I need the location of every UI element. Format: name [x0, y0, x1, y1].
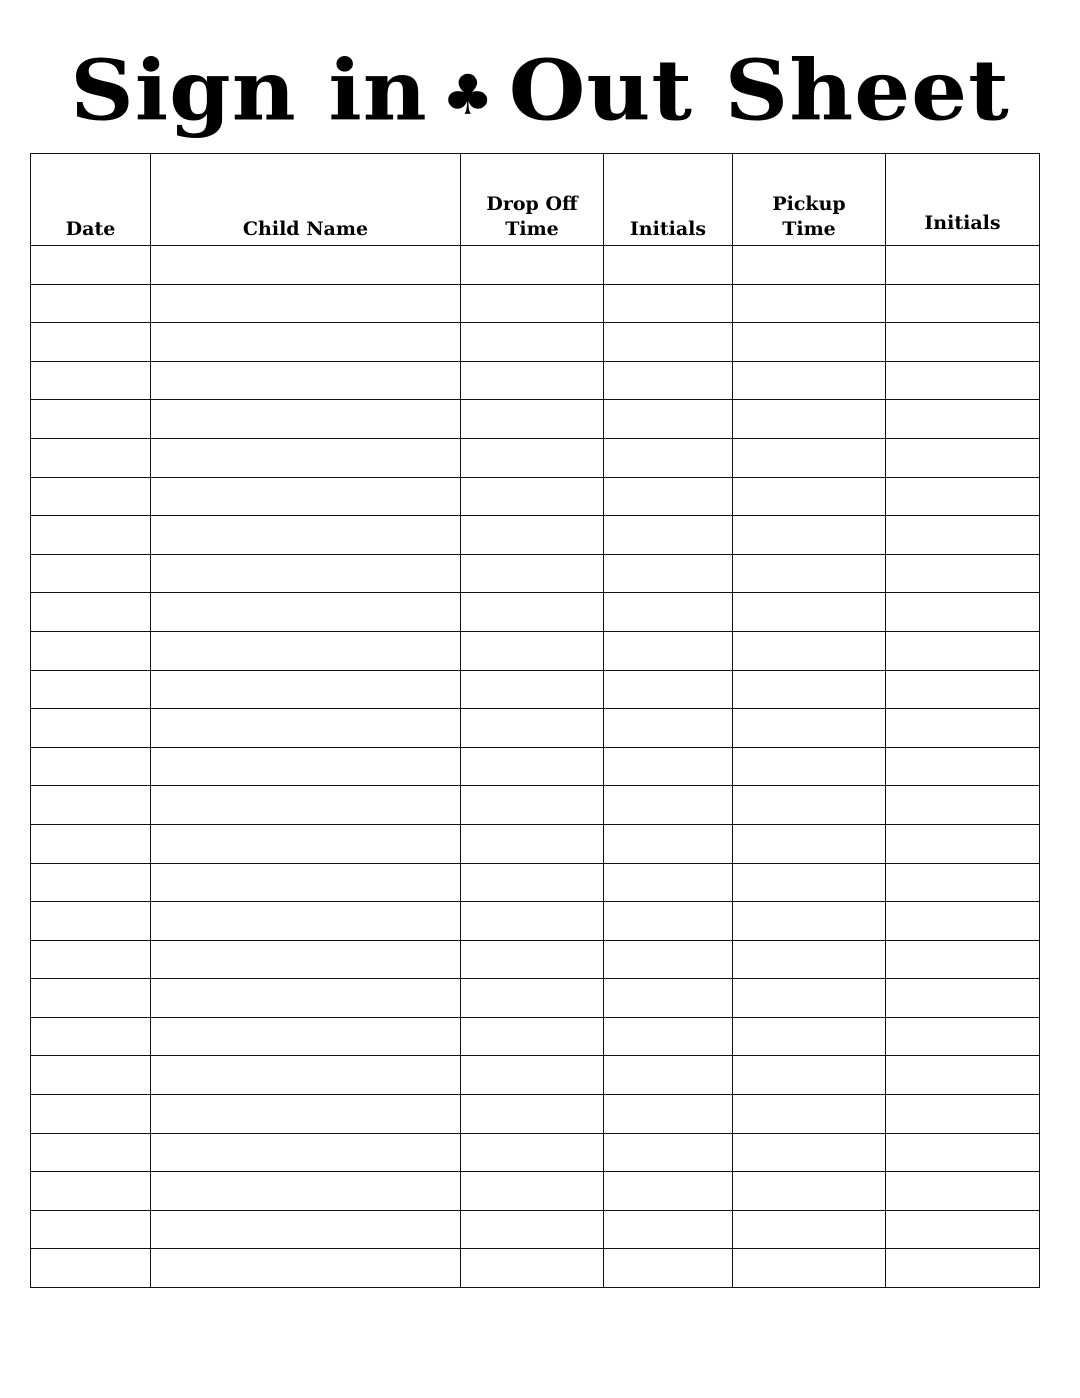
- column-header-initials-pickup: Initials: [886, 154, 1040, 246]
- child-name-cell[interactable]: [151, 1249, 461, 1288]
- child-name-cell[interactable]: [151, 863, 461, 902]
- pickup-initials-cell[interactable]: [886, 940, 1040, 979]
- table-row: [31, 670, 1040, 709]
- date-cell[interactable]: [31, 670, 151, 709]
- dropoff-initials-cell[interactable]: [604, 863, 733, 902]
- drop-off-time-cell[interactable]: [461, 1133, 604, 1172]
- child-name-cell[interactable]: [151, 246, 461, 285]
- drop-off-time-cell[interactable]: [461, 747, 604, 786]
- pickup-initials-cell[interactable]: [886, 902, 1040, 941]
- dropoff-initials-cell[interactable]: [604, 940, 733, 979]
- pickup-time-cell[interactable]: [733, 554, 886, 593]
- table-row: [31, 863, 1040, 902]
- table-row: [31, 400, 1040, 439]
- column-header-date: Date: [31, 154, 151, 246]
- date-cell[interactable]: [31, 1249, 151, 1288]
- child-name-cell[interactable]: [151, 747, 461, 786]
- child-name-cell[interactable]: [151, 1133, 461, 1172]
- table-row: [31, 940, 1040, 979]
- dropoff-initials-cell[interactable]: [604, 1172, 733, 1211]
- pickup-initials-cell[interactable]: [886, 979, 1040, 1018]
- table-row: [31, 1017, 1040, 1056]
- pickup-time-cell[interactable]: [733, 631, 886, 670]
- child-name-cell[interactable]: [151, 516, 461, 555]
- table-row: [31, 1095, 1040, 1134]
- pickup-time-cell[interactable]: [733, 1210, 886, 1249]
- table-row: [31, 516, 1040, 555]
- pickup-initials-cell[interactable]: [886, 400, 1040, 439]
- column-header-pickup-time: Pickup Time: [733, 154, 886, 246]
- pickup-time-cell[interactable]: [733, 1017, 886, 1056]
- dropoff-initials-cell[interactable]: [604, 284, 733, 323]
- dropoff-initials-cell[interactable]: [604, 747, 733, 786]
- table-row: [31, 1056, 1040, 1095]
- pickup-initials-cell[interactable]: [886, 1133, 1040, 1172]
- date-cell[interactable]: [31, 438, 151, 477]
- date-cell[interactable]: [31, 593, 151, 632]
- table-row: [31, 824, 1040, 863]
- dropoff-initials-cell[interactable]: [604, 361, 733, 400]
- drop-off-time-cell[interactable]: [461, 863, 604, 902]
- dropoff-initials-cell[interactable]: [604, 1017, 733, 1056]
- child-name-cell[interactable]: [151, 284, 461, 323]
- drop-off-time-cell[interactable]: [461, 1056, 604, 1095]
- drop-off-time-cell[interactable]: [461, 824, 604, 863]
- sign-in-out-table: [30, 153, 1040, 1288]
- drop-off-time-cell[interactable]: [461, 979, 604, 1018]
- child-name-cell[interactable]: [151, 554, 461, 593]
- table-row: [31, 1133, 1040, 1172]
- dropoff-initials-cell[interactable]: [604, 438, 733, 477]
- dropoff-initials-cell[interactable]: [604, 631, 733, 670]
- dropoff-initials-cell[interactable]: [604, 709, 733, 748]
- table-row: [31, 246, 1040, 285]
- pickup-initials-cell[interactable]: [886, 246, 1040, 285]
- pickup-initials-cell[interactable]: [886, 1017, 1040, 1056]
- date-cell[interactable]: [31, 709, 151, 748]
- pickup-initials-cell[interactable]: [886, 631, 1040, 670]
- date-cell[interactable]: [31, 631, 151, 670]
- date-cell[interactable]: [31, 361, 151, 400]
- table-row: [31, 477, 1040, 516]
- pickup-time-cell[interactable]: [733, 438, 886, 477]
- table-row: [31, 902, 1040, 941]
- dropoff-initials-cell[interactable]: [604, 477, 733, 516]
- column-header-child-name: Child Name: [151, 154, 461, 246]
- dropoff-initials-cell[interactable]: [604, 323, 733, 362]
- pickup-initials-cell[interactable]: [886, 554, 1040, 593]
- pickup-initials-cell[interactable]: [886, 786, 1040, 825]
- pickup-time-cell[interactable]: [733, 670, 886, 709]
- pickup-time-cell[interactable]: [733, 1056, 886, 1095]
- dropoff-initials-cell[interactable]: [604, 1095, 733, 1134]
- child-name-cell[interactable]: [151, 323, 461, 362]
- child-name-cell[interactable]: [151, 400, 461, 439]
- dropoff-initials-cell[interactable]: [604, 902, 733, 941]
- pickup-initials-cell[interactable]: [886, 1056, 1040, 1095]
- pickup-initials-cell[interactable]: [886, 1172, 1040, 1211]
- child-name-cell[interactable]: [151, 1172, 461, 1211]
- child-name-cell[interactable]: [151, 1017, 461, 1056]
- child-name-cell[interactable]: [151, 940, 461, 979]
- pickup-initials-cell[interactable]: [886, 1249, 1040, 1288]
- pickup-time-cell[interactable]: [733, 1095, 886, 1134]
- dropoff-initials-cell[interactable]: [604, 670, 733, 709]
- table-row: [31, 786, 1040, 825]
- child-name-cell[interactable]: [151, 438, 461, 477]
- child-name-cell[interactable]: [151, 1056, 461, 1095]
- table-row: [31, 361, 1040, 400]
- pickup-time-cell[interactable]: [733, 824, 886, 863]
- date-cell[interactable]: [31, 747, 151, 786]
- table-row: [31, 1210, 1040, 1249]
- pickup-initials-cell[interactable]: [886, 361, 1040, 400]
- child-name-cell[interactable]: [151, 979, 461, 1018]
- drop-off-time-cell[interactable]: [461, 786, 604, 825]
- pickup-time-cell[interactable]: [733, 323, 886, 362]
- pickup-time-cell[interactable]: [733, 940, 886, 979]
- pickup-initials-cell[interactable]: [886, 438, 1040, 477]
- drop-off-time-cell[interactable]: [461, 1210, 604, 1249]
- date-cell[interactable]: [31, 786, 151, 825]
- title-text-out-sheet: Out Sheet: [508, 40, 1010, 140]
- drop-off-time-cell[interactable]: [461, 246, 604, 285]
- dropoff-initials-cell[interactable]: [604, 824, 733, 863]
- drop-off-time-cell[interactable]: [461, 516, 604, 555]
- table-row: [31, 979, 1040, 1018]
- dropoff-initials-cell[interactable]: [604, 554, 733, 593]
- child-name-cell[interactable]: [151, 902, 461, 941]
- date-cell[interactable]: [31, 1095, 151, 1134]
- dropoff-initials-cell[interactable]: [604, 979, 733, 1018]
- date-cell[interactable]: [31, 979, 151, 1018]
- pickup-time-cell[interactable]: [733, 863, 886, 902]
- dropoff-initials-cell[interactable]: [604, 400, 733, 439]
- drop-off-time-cell[interactable]: [461, 670, 604, 709]
- pickup-time-cell[interactable]: [733, 747, 886, 786]
- date-cell[interactable]: [31, 1210, 151, 1249]
- date-cell[interactable]: [31, 477, 151, 516]
- drop-off-time-cell[interactable]: [461, 323, 604, 362]
- title-text-sign-in: Sign in: [70, 40, 428, 140]
- pickup-time-cell[interactable]: [733, 400, 886, 439]
- drop-off-time-cell[interactable]: [461, 400, 604, 439]
- pickup-time-cell[interactable]: [733, 1133, 886, 1172]
- table-row: [31, 747, 1040, 786]
- child-name-cell[interactable]: [151, 477, 461, 516]
- drop-off-time-cell[interactable]: [461, 940, 604, 979]
- date-cell[interactable]: [31, 824, 151, 863]
- club-icon: ♣: [441, 62, 495, 128]
- dropoff-initials-cell[interactable]: [604, 1056, 733, 1095]
- date-cell[interactable]: [31, 863, 151, 902]
- column-header-initials-dropoff: Initials: [604, 154, 733, 246]
- pickup-initials-cell[interactable]: [886, 1210, 1040, 1249]
- page-title: [0, 40, 1080, 140]
- date-cell[interactable]: [31, 1133, 151, 1172]
- pickup-initials-cell[interactable]: [886, 670, 1040, 709]
- pickup-time-cell[interactable]: [733, 477, 886, 516]
- dropoff-initials-cell[interactable]: [604, 246, 733, 285]
- date-cell[interactable]: [31, 940, 151, 979]
- pickup-time-cell[interactable]: [733, 284, 886, 323]
- drop-off-time-cell[interactable]: [461, 1249, 604, 1288]
- child-name-cell[interactable]: [151, 1095, 461, 1134]
- table-body: [31, 246, 1040, 1288]
- drop-off-time-cell[interactable]: [461, 1017, 604, 1056]
- date-cell[interactable]: [31, 516, 151, 555]
- dropoff-initials-cell[interactable]: [604, 593, 733, 632]
- pickup-time-cell[interactable]: [733, 246, 886, 285]
- date-cell[interactable]: [31, 1172, 151, 1211]
- column-header-drop-off-time: Drop Off Time: [461, 154, 604, 246]
- pickup-initials-cell[interactable]: [886, 863, 1040, 902]
- child-name-cell[interactable]: [151, 670, 461, 709]
- pickup-time-cell[interactable]: [733, 902, 886, 941]
- pickup-initials-cell[interactable]: [886, 516, 1040, 555]
- drop-off-time-cell[interactable]: [461, 593, 604, 632]
- pickup-time-cell[interactable]: [733, 1172, 886, 1211]
- table-row: [31, 1172, 1040, 1211]
- dropoff-initials-cell[interactable]: [604, 1133, 733, 1172]
- child-name-cell[interactable]: [151, 709, 461, 748]
- drop-off-time-cell[interactable]: [461, 1172, 604, 1211]
- child-name-cell[interactable]: [151, 593, 461, 632]
- drop-off-time-cell[interactable]: [461, 902, 604, 941]
- pickup-time-cell[interactable]: [733, 593, 886, 632]
- drop-off-time-cell[interactable]: [461, 361, 604, 400]
- child-name-cell[interactable]: [151, 631, 461, 670]
- dropoff-initials-cell[interactable]: [604, 1210, 733, 1249]
- pickup-initials-cell[interactable]: [886, 824, 1040, 863]
- date-cell[interactable]: [31, 554, 151, 593]
- drop-off-time-cell[interactable]: [461, 438, 604, 477]
- table-row: [31, 284, 1040, 323]
- date-cell[interactable]: [31, 246, 151, 285]
- pickup-initials-cell[interactable]: [886, 323, 1040, 362]
- table-row: [31, 323, 1040, 362]
- pickup-initials-cell[interactable]: [886, 1095, 1040, 1134]
- pickup-time-cell[interactable]: [733, 709, 886, 748]
- child-name-cell[interactable]: [151, 824, 461, 863]
- date-cell[interactable]: [31, 1056, 151, 1095]
- dropoff-initials-cell[interactable]: [604, 786, 733, 825]
- pickup-initials-cell[interactable]: [886, 477, 1040, 516]
- table-row: [31, 709, 1040, 748]
- header-row: [31, 154, 1040, 246]
- date-cell[interactable]: [31, 284, 151, 323]
- pickup-time-cell[interactable]: [733, 516, 886, 555]
- pickup-initials-cell[interactable]: [886, 284, 1040, 323]
- dropoff-initials-cell[interactable]: [604, 516, 733, 555]
- child-name-cell[interactable]: [151, 1210, 461, 1249]
- date-cell[interactable]: [31, 902, 151, 941]
- table-row: [31, 593, 1040, 632]
- date-cell[interactable]: [31, 400, 151, 439]
- table-row: [31, 631, 1040, 670]
- pickup-time-cell[interactable]: [733, 361, 886, 400]
- dropoff-initials-cell[interactable]: [604, 1249, 733, 1288]
- pickup-initials-cell[interactable]: [886, 709, 1040, 748]
- pickup-time-cell[interactable]: [733, 979, 886, 1018]
- pickup-time-cell[interactable]: [733, 1249, 886, 1288]
- drop-off-time-cell[interactable]: [461, 554, 604, 593]
- date-cell[interactable]: [31, 323, 151, 362]
- pickup-time-cell[interactable]: [733, 786, 886, 825]
- pickup-initials-cell[interactable]: [886, 747, 1040, 786]
- table-row: [31, 1249, 1040, 1288]
- drop-off-time-cell[interactable]: [461, 1095, 604, 1134]
- child-name-cell[interactable]: [151, 361, 461, 400]
- pickup-initials-cell[interactable]: [886, 593, 1040, 632]
- table-row: [31, 438, 1040, 477]
- table-row: [31, 554, 1040, 593]
- drop-off-time-cell[interactable]: [461, 477, 604, 516]
- date-cell[interactable]: [31, 1017, 151, 1056]
- child-name-cell[interactable]: [151, 786, 461, 825]
- drop-off-time-cell[interactable]: [461, 284, 604, 323]
- drop-off-time-cell[interactable]: [461, 631, 604, 670]
- drop-off-time-cell[interactable]: [461, 709, 604, 748]
